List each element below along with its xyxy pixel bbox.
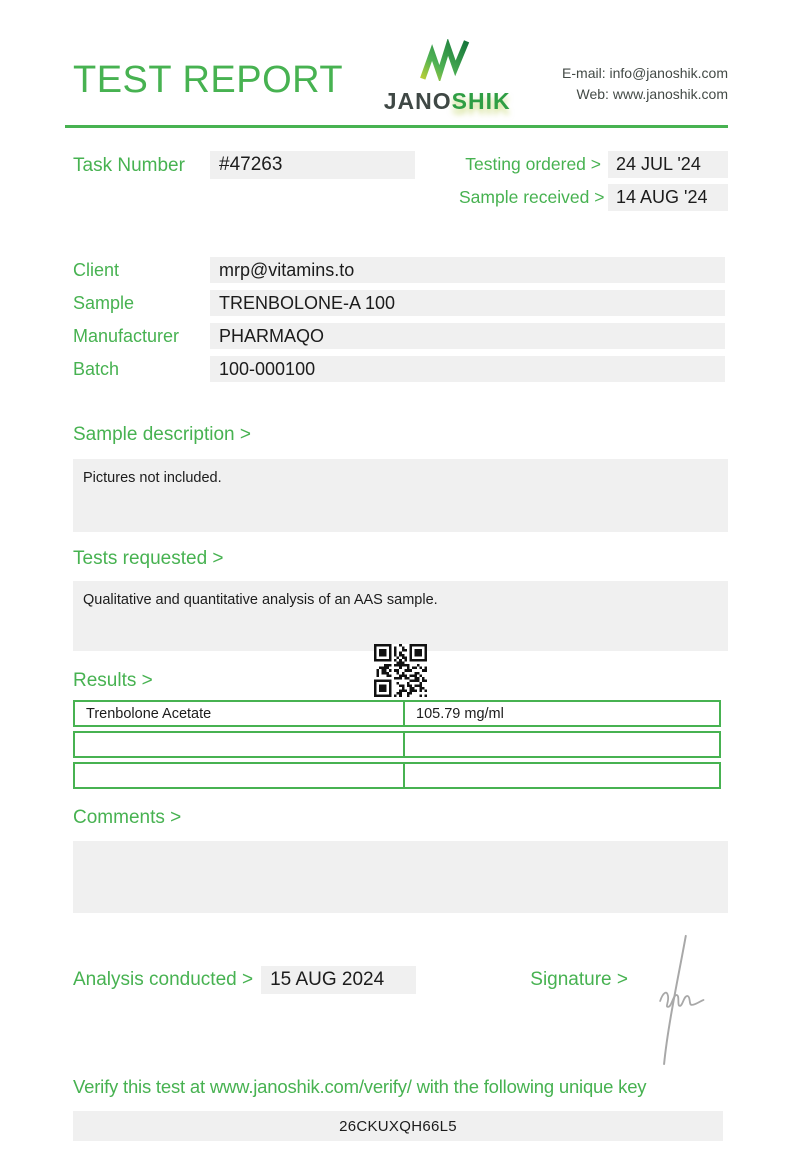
manufacturer-label: Manufacturer (73, 325, 180, 346)
logo-text-dark: JANO (383, 88, 452, 114)
contact-info (562, 63, 728, 125)
logo-text-green: SHIK (451, 88, 511, 114)
verify-instruction: Verify this test at www.janoshik.com/verify/ with the following unique key (73, 1076, 647, 1097)
detail-row-manufacturer (73, 323, 728, 349)
tests-requested-heading: Tests requested > (73, 548, 224, 569)
result-compound-cell (75, 733, 405, 756)
analysis-conducted-value: 15 AUG 2024 (261, 966, 416, 994)
comments-box (73, 841, 728, 913)
testing-ordered-value: 24 JUL '24 (608, 151, 728, 178)
contact-web-line (562, 84, 728, 105)
manufacturer-value: PHARMAQO (210, 323, 725, 349)
report-header (73, 33, 728, 125)
qr-code (374, 644, 427, 697)
comments-heading: Comments > (73, 807, 182, 828)
analysis-conducted-label: Analysis conducted > (73, 969, 254, 990)
detail-row-batch (73, 356, 728, 382)
sample-details (73, 257, 728, 382)
tests-requested-box: Qualitative and quantitative analysis of an AAS sample. (73, 581, 728, 651)
growth-chart-icon (419, 39, 475, 86)
email-label: E-mail: (562, 65, 606, 81)
client-value: mrp@vitamins.to (210, 257, 725, 283)
signature-label: Signature > (530, 969, 628, 990)
contact-email-line (562, 63, 728, 84)
dates-group (459, 151, 728, 217)
results-section (73, 670, 728, 789)
results-table-row (73, 762, 721, 789)
results-table (73, 700, 721, 789)
result-compound-cell: Trenbolone Acetate (75, 702, 405, 725)
header-divider (65, 125, 728, 128)
sample-value: TRENBOLONE-A 100 (210, 290, 725, 316)
results-table-row (73, 700, 721, 727)
sample-description-box: Pictures not included. (73, 459, 728, 532)
analysis-signature-row (73, 966, 728, 994)
sample-label: Sample (73, 292, 135, 313)
batch-value: 100-000100 (210, 356, 725, 382)
batch-label: Batch (73, 358, 120, 379)
handwritten-signature (630, 930, 710, 1073)
testing-ordered-label: Testing ordered > (465, 154, 601, 174)
result-value-cell: 105.79 mg/ml (416, 705, 504, 722)
client-label: Client (73, 259, 120, 280)
page-title: TEST REPORT (73, 59, 344, 101)
janoshik-logo (381, 39, 513, 125)
detail-row-sample (73, 290, 728, 316)
web-value: www.janoshik.com (612, 86, 728, 102)
task-number-label: Task Number (73, 155, 185, 176)
results-heading: Results > (73, 670, 153, 691)
sample-received-label: Sample received > (459, 187, 605, 207)
result-compound-cell (75, 764, 405, 787)
web-label: Web: (576, 86, 609, 102)
logo-wordmark (384, 88, 511, 115)
sample-received-value: 14 AUG '24 (608, 184, 728, 211)
task-number-value: #47263 (210, 151, 415, 179)
detail-row-client (73, 257, 728, 283)
email-value: info@janoshik.com (609, 65, 728, 81)
sample-received-row (459, 184, 728, 211)
unique-key-box: 26CKUXQH66L5 (73, 1111, 723, 1141)
task-section (73, 151, 728, 217)
sample-description-heading: Sample description > (73, 424, 251, 445)
result-value-cell (405, 733, 719, 756)
testing-ordered-row (459, 151, 728, 178)
task-number-group (73, 151, 415, 217)
results-table-row (73, 731, 721, 758)
result-value-cell (405, 764, 719, 787)
